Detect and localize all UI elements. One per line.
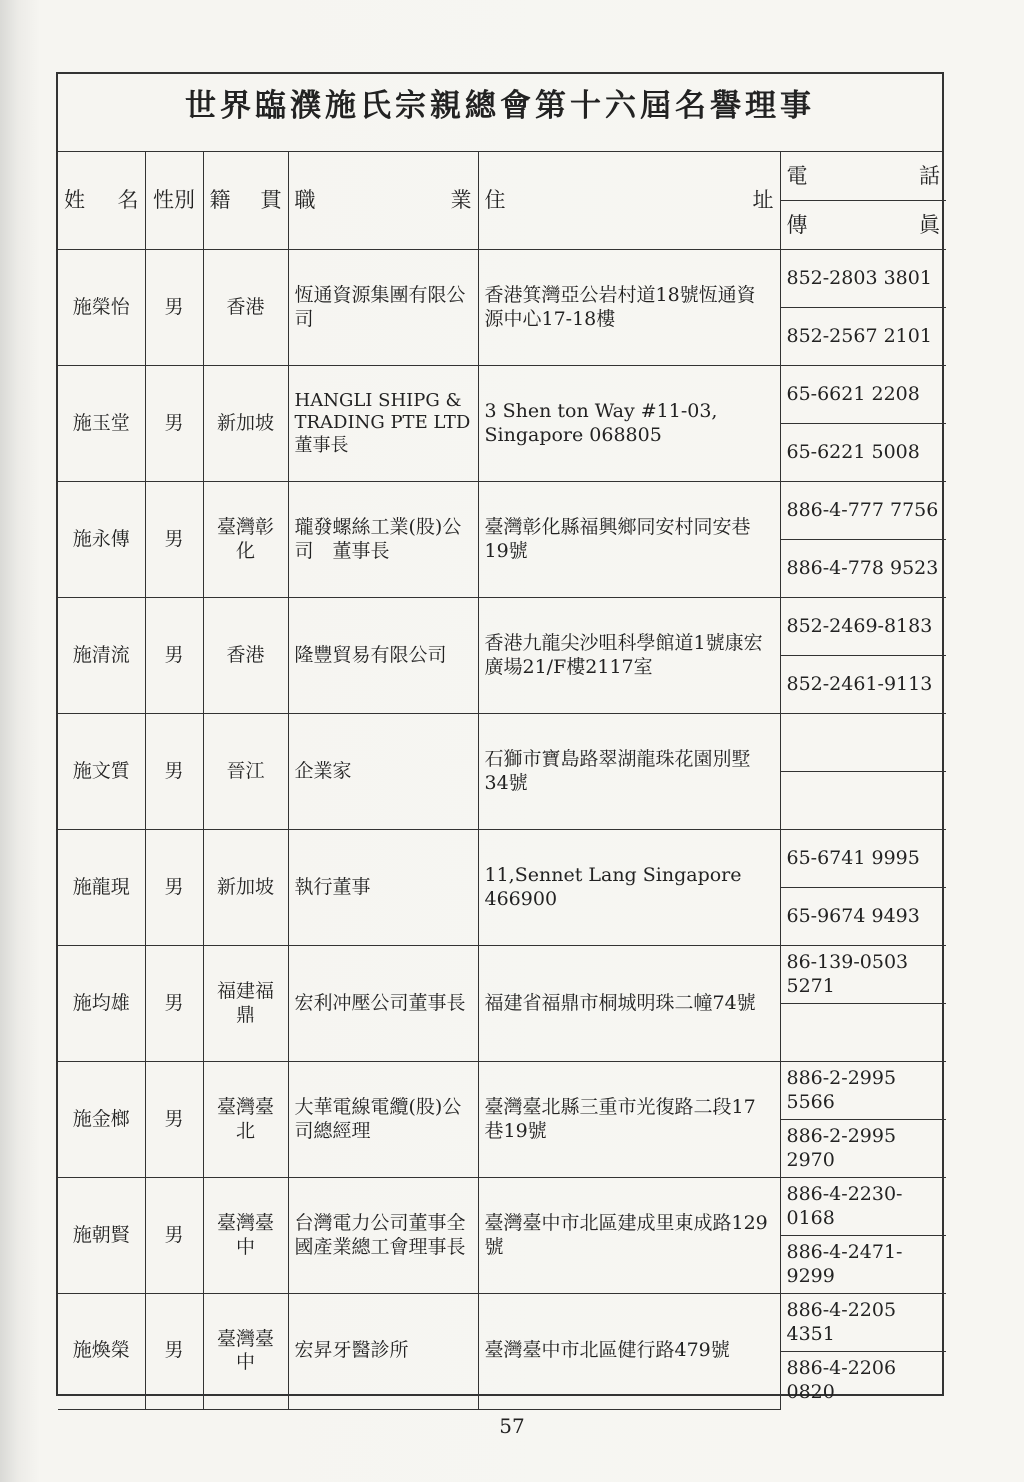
member-name: 施永傳 [58, 482, 145, 598]
member-fax: 886-4-2471-9299 [780, 1236, 946, 1294]
member-fax: 886-2-2995 2970 [780, 1120, 946, 1178]
member-occupation: 宏利冲壓公司董事長 [288, 946, 478, 1062]
directory-table [58, 152, 946, 1410]
member-fax: 852-2567 2101 [780, 308, 946, 366]
member-gender: 男 [145, 1062, 203, 1178]
member-address: 臺灣臺北縣三重市光復路二段17巷19號 [478, 1062, 780, 1178]
member-gender: 男 [145, 946, 203, 1062]
member-fax: 65-9674 9493 [780, 888, 946, 946]
member-name: 施均雄 [58, 946, 145, 1062]
member-gender: 男 [145, 1294, 203, 1410]
member-name: 施清流 [58, 598, 145, 714]
member-row [58, 946, 946, 1004]
member-name: 施玉堂 [58, 366, 145, 482]
member-address: 11,Sennet Lang Singapore 466900 [478, 830, 780, 946]
member-address: 臺灣臺中市北區建成里東成路129號 [478, 1178, 780, 1294]
member-fax [780, 772, 946, 830]
member-origin: 新加坡 [203, 830, 288, 946]
member-address: 3 Shen ton Way #11-03, Singapore 068805 [478, 366, 780, 482]
member-row [58, 366, 946, 424]
member-fax [780, 1004, 946, 1062]
member-name: 施龍現 [58, 830, 145, 946]
member-fax: 886-4-778 9523 [780, 540, 946, 598]
member-row [58, 714, 946, 772]
member-origin: 臺灣彰化 [203, 482, 288, 598]
member-origin: 晉江 [203, 714, 288, 830]
member-gender: 男 [145, 830, 203, 946]
member-row [58, 1062, 946, 1120]
member-occupation: 宏昇牙醫診所 [288, 1294, 478, 1410]
member-row [58, 250, 946, 308]
member-fax: 65-6221 5008 [780, 424, 946, 482]
member-phone: 886-2-2995 5566 [780, 1062, 946, 1120]
member-occupation: HANGLI SHIPG & TRADING PTE LTD 董事長 [288, 366, 478, 482]
member-fax: 852-2461-9113 [780, 656, 946, 714]
member-gender: 男 [145, 598, 203, 714]
member-occupation: 大華電線電纜(股)公司總經理 [288, 1062, 478, 1178]
member-phone: 886-4-777 7756 [780, 482, 946, 540]
member-row [58, 598, 946, 656]
header-occupation: 職 業 [288, 152, 478, 250]
member-occupation: 隆豐貿易有限公司 [288, 598, 478, 714]
member-gender: 男 [145, 250, 203, 366]
member-phone: 886-4-2205 4351 [780, 1294, 946, 1352]
header-fax: 傳 眞 [780, 201, 946, 250]
member-address: 石獅市寶島路翠湖龍珠花園別墅34號 [478, 714, 780, 830]
page-title: 世界臨濮施氏宗親總會第十六屆名譽理事 [58, 74, 942, 152]
header-address: 住 址 [478, 152, 780, 250]
member-occupation: 恆通資源集團有限公司 [288, 250, 478, 366]
member-address: 福建省福鼎市桐城明珠二幢74號 [478, 946, 780, 1062]
member-phone: 65-6621 2208 [780, 366, 946, 424]
member-row [58, 1178, 946, 1236]
member-origin: 香港 [203, 250, 288, 366]
directory-table-frame [56, 72, 944, 1403]
member-occupation: 瓏發螺絲工業(股)公司 董事長 [288, 482, 478, 598]
member-phone: 65-6741 9995 [780, 830, 946, 888]
header-origin: 籍 貫 [203, 152, 288, 250]
member-phone: 852-2803 3801 [780, 250, 946, 308]
member-origin: 臺灣臺中 [203, 1178, 288, 1294]
member-phone: 886-4-2230-0168 [780, 1178, 946, 1236]
member-address: 臺灣彰化縣福興鄉同安村同安巷19號 [478, 482, 780, 598]
member-name: 施金榔 [58, 1062, 145, 1178]
member-name: 施煥榮 [58, 1294, 145, 1410]
member-address: 香港九龍尖沙咀科學館道1號康宏廣場21/F樓2117室 [478, 598, 780, 714]
member-gender: 男 [145, 366, 203, 482]
member-origin: 新加坡 [203, 366, 288, 482]
member-name: 施朝賢 [58, 1178, 145, 1294]
member-row [58, 1294, 946, 1352]
member-phone [780, 714, 946, 772]
member-address: 臺灣臺中市北區健行路479號 [478, 1294, 780, 1410]
member-gender: 男 [145, 1178, 203, 1294]
member-origin: 臺灣臺中 [203, 1294, 288, 1410]
member-occupation: 企業家 [288, 714, 478, 830]
member-address: 香港箕灣亞公岩村道18號恆通資源中心17-18樓 [478, 250, 780, 366]
member-gender: 男 [145, 714, 203, 830]
member-origin: 香港 [203, 598, 288, 714]
member-occupation: 執行董事 [288, 830, 478, 946]
member-row [58, 482, 946, 540]
header-name: 姓 名 [58, 152, 145, 250]
member-fax: 886-4-2206 0820 [780, 1352, 946, 1410]
header-gender: 性別 [145, 152, 203, 250]
member-row [58, 830, 946, 888]
member-name: 施榮怡 [58, 250, 145, 366]
member-phone: 852-2469-8183 [780, 598, 946, 656]
member-phone: 86-139-0503 5271 [780, 946, 946, 1004]
member-gender: 男 [145, 482, 203, 598]
member-origin: 臺灣臺北 [203, 1062, 288, 1178]
header-phone: 電 話 [780, 152, 946, 201]
header-row [58, 152, 946, 201]
member-occupation: 台灣電力公司董事全國產業總工會理事長 [288, 1178, 478, 1294]
page-number: 57 [499, 1414, 525, 1438]
member-name: 施文質 [58, 714, 145, 830]
member-origin: 福建福鼎 [203, 946, 288, 1062]
